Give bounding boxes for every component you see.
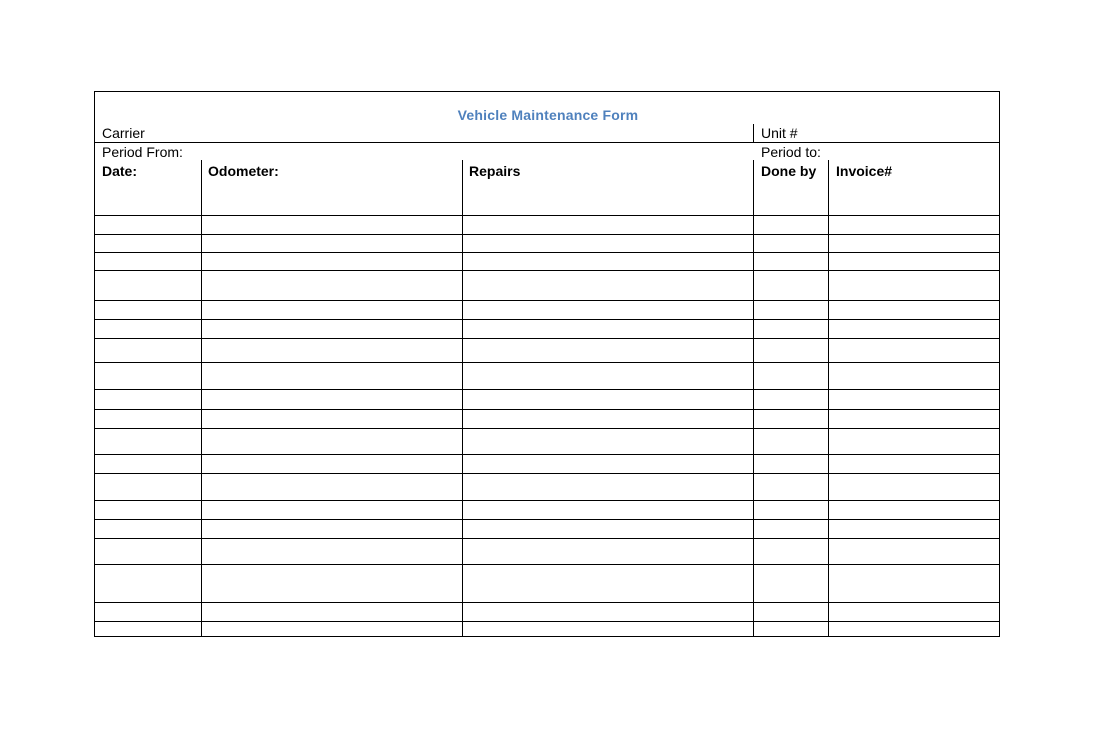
unit-label: Unit #: [761, 125, 798, 141]
table-cell[interactable]: [754, 520, 827, 537]
table-cell[interactable]: [463, 339, 752, 361]
table-cell[interactable]: [829, 520, 1000, 537]
table-cell[interactable]: [202, 622, 461, 637]
table-cell[interactable]: [754, 622, 827, 637]
table-cell[interactable]: [202, 301, 461, 318]
table-cell[interactable]: [463, 320, 752, 337]
table-cell[interactable]: [202, 271, 461, 299]
table-cell[interactable]: [96, 320, 200, 337]
table-cell[interactable]: [202, 455, 461, 472]
table-cell[interactable]: [202, 429, 461, 453]
table-cell[interactable]: [96, 271, 200, 299]
form-title: Vehicle Maintenance Form: [457, 107, 639, 123]
table-cell[interactable]: [463, 216, 752, 233]
header-divider: [95, 142, 999, 143]
table-cell[interactable]: [754, 603, 827, 620]
table-cell[interactable]: [829, 410, 1000, 427]
table-cell[interactable]: [829, 565, 1000, 601]
table-cell[interactable]: [96, 339, 200, 361]
table-cell[interactable]: [829, 455, 1000, 472]
table-cell[interactable]: [829, 429, 1000, 453]
table-cell[interactable]: [754, 301, 827, 318]
table-cell[interactable]: [463, 474, 752, 499]
table-cell[interactable]: [463, 501, 752, 518]
column-header-odometer: Odometer:: [208, 163, 279, 179]
table-cell[interactable]: [96, 390, 200, 408]
table-cell[interactable]: [202, 474, 461, 499]
table-cell[interactable]: [96, 235, 200, 251]
table-cell[interactable]: [463, 565, 752, 601]
table-cell[interactable]: [96, 216, 200, 233]
table-cell[interactable]: [463, 603, 752, 620]
table-cell[interactable]: [754, 253, 827, 269]
table-cell[interactable]: [463, 520, 752, 537]
period-from-label: Period From:: [102, 144, 183, 160]
column-header-repairs: Repairs: [469, 163, 521, 179]
table-cell[interactable]: [202, 520, 461, 537]
table-cell[interactable]: [754, 410, 827, 427]
table-cell[interactable]: [96, 622, 200, 637]
table-cell[interactable]: [829, 603, 1000, 620]
table-cell[interactable]: [754, 390, 827, 408]
table-cell[interactable]: [754, 501, 827, 518]
carrier-label: Carrier: [102, 125, 145, 141]
table-cell[interactable]: [829, 339, 1000, 361]
table-cell[interactable]: [754, 235, 827, 251]
table-cell[interactable]: [754, 474, 827, 499]
table-cell[interactable]: [754, 320, 827, 337]
table-cell[interactable]: [829, 253, 1000, 269]
table-cell[interactable]: [96, 429, 200, 453]
table-cell[interactable]: [829, 271, 1000, 299]
table-cell[interactable]: [463, 301, 752, 318]
column-header-done-by: Done by: [761, 163, 817, 179]
table-cell[interactable]: [829, 301, 1000, 318]
table-cell[interactable]: [96, 501, 200, 518]
table-cell[interactable]: [202, 603, 461, 620]
table-cell[interactable]: [463, 271, 752, 299]
table-cell[interactable]: [96, 363, 200, 388]
table-cell[interactable]: [463, 253, 752, 269]
column-header-invoice: Invoice#: [836, 163, 893, 179]
table-cell[interactable]: [829, 235, 1000, 251]
table-cell[interactable]: [96, 539, 200, 563]
table-cell[interactable]: [96, 603, 200, 620]
table-cell[interactable]: [202, 390, 461, 408]
table-cell[interactable]: [829, 216, 1000, 233]
table-cell[interactable]: [754, 565, 827, 601]
table-cell[interactable]: [463, 455, 752, 472]
table-cell[interactable]: [463, 539, 752, 563]
table-cell[interactable]: [202, 320, 461, 337]
table-cell[interactable]: [829, 390, 1000, 408]
table-cell[interactable]: [202, 565, 461, 601]
table-cell[interactable]: [96, 301, 200, 318]
table-cell[interactable]: [754, 539, 827, 563]
table-cell[interactable]: [829, 320, 1000, 337]
table-cell[interactable]: [754, 271, 827, 299]
table-cell[interactable]: [829, 474, 1000, 499]
table-cell[interactable]: [754, 216, 827, 233]
table-cell[interactable]: [463, 429, 752, 453]
table-cell[interactable]: [754, 455, 827, 472]
table-cell[interactable]: [202, 539, 461, 563]
table-cell[interactable]: [463, 235, 752, 251]
table-cell[interactable]: [463, 390, 752, 408]
table-cell[interactable]: [96, 474, 200, 499]
table-cell[interactable]: [202, 501, 461, 518]
table-cell[interactable]: [463, 622, 752, 637]
period-to-label: Period to:: [761, 144, 821, 160]
table-cell[interactable]: [829, 501, 1000, 518]
table-cell[interactable]: [202, 235, 461, 251]
table-cell[interactable]: [829, 622, 1000, 637]
table-cell[interactable]: [829, 539, 1000, 563]
table-cell[interactable]: [202, 253, 461, 269]
table-cell[interactable]: [202, 410, 461, 427]
table-cell[interactable]: [202, 216, 461, 233]
table-cell[interactable]: [829, 363, 1000, 388]
table-cell[interactable]: [96, 520, 200, 537]
table-cell[interactable]: [96, 565, 200, 601]
table-cell[interactable]: [463, 410, 752, 427]
table-cell[interactable]: [202, 363, 461, 388]
table-cell[interactable]: [754, 339, 827, 361]
table-cell[interactable]: [96, 410, 200, 427]
table-cell[interactable]: [754, 429, 827, 453]
table-cell[interactable]: [754, 363, 827, 388]
table-cell[interactable]: [96, 455, 200, 472]
vehicle-maintenance-form: [94, 91, 1000, 637]
column-header-date: Date:: [102, 163, 138, 179]
table-cell[interactable]: [96, 253, 200, 269]
table-cell[interactable]: [463, 363, 752, 388]
table-cell[interactable]: [202, 339, 461, 361]
unit-divider: [753, 124, 754, 142]
